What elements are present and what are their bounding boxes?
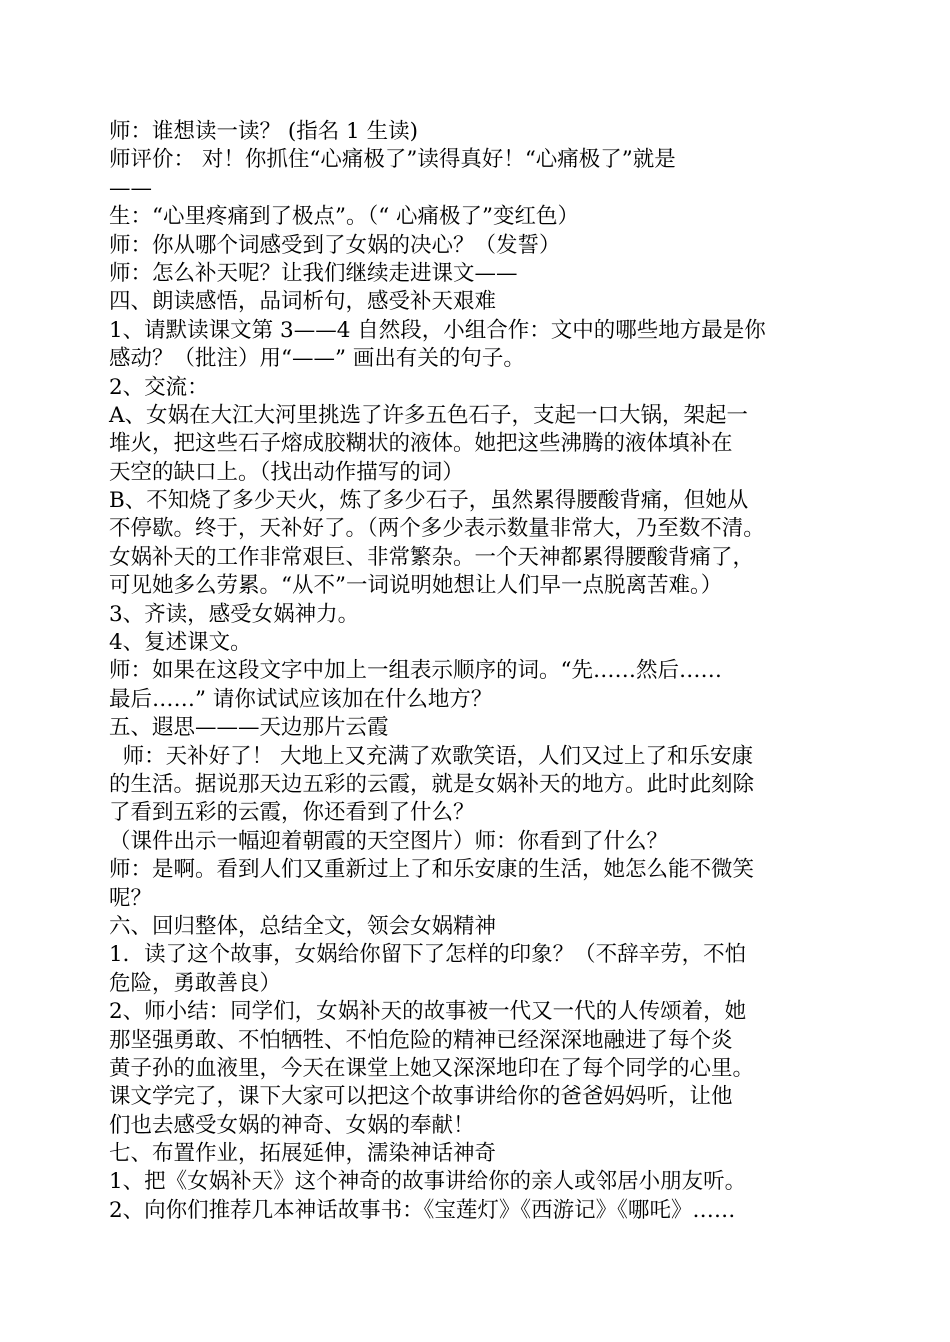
text-line: 师：怎么补天呢？让我们继续走进课文—— xyxy=(109,260,518,286)
section-heading: 四、朗读感悟，品词析句，感受补天艰难 xyxy=(109,289,497,315)
text-line: B、不知烧了多少天火，炼了多少石子，虽然累得腰酸背痛，但她从 xyxy=(109,488,749,514)
text-line: 那坚强勇敢、不怕牺牲、不怕危险的精神已经深深地融进了每个炎 xyxy=(109,1027,733,1053)
text-line: 可见她多么劳累。“从不”一词说明她想让人们早一点脱离苦难。） xyxy=(109,573,723,599)
section-heading: 六、回归整体，总结全文，领会女娲精神 xyxy=(109,913,497,939)
document-body xyxy=(109,118,844,1225)
text-line: 师：是啊。看到人们又重新过上了和乐安康的生活，她怎么能不微笑 xyxy=(109,857,755,883)
text-line: 2、师小结：同学们，女娲补天的故事被一代又一代的人传颂着，她 xyxy=(109,999,747,1025)
text-line: 师：天补好了！ 大地上又充满了欢歌笑语，人们又过上了和乐安康 xyxy=(109,743,754,769)
text-line: 2、交流： xyxy=(109,374,209,400)
text-line: 师：谁想读一读？ (指名 1 生读) xyxy=(109,119,418,144)
text-line: 生：“心里疼痛到了极点”。（“ 心痛极了”变红色） xyxy=(109,204,580,230)
text-line: 课文学完了，课下大家可以把这个故事讲给你的爸爸妈妈听，让他 xyxy=(109,1084,733,1110)
text-line: 感动？（批注）用“——” 画出有关的句子。 xyxy=(109,346,525,372)
section-heading: 七、布置作业，拓展延伸，濡染神话神奇 xyxy=(109,1141,497,1167)
text-line: 女娲补天的工作非常艰巨、非常繁杂。一个天神都累得腰酸背痛了， xyxy=(109,544,755,570)
text-line: 最后……” 请你试试应该加在什么地方？ xyxy=(109,686,493,712)
text-line: 1、把《女娲补天》这个神奇的故事讲给你的亲人或邻居小朋友听。 xyxy=(109,1169,747,1195)
text-line: 师评价： 对！你抓住“心痛极了”读得真好！“心痛极了”就是 xyxy=(109,147,676,173)
text-line: 不停歇。终于，天补好了。（两个多少表示数量非常大，乃至数不清。 xyxy=(109,516,765,542)
text-line: 1、请默读课文第 3——4 自然段，小组合作：文中的哪些地方最是你 xyxy=(109,317,766,343)
text-line: 1．读了这个故事，女娲给你留下了怎样的印象？（不辞辛劳，不怕 xyxy=(109,942,747,968)
text-line: 2、向你们推荐几本神话故事书：《宝莲灯》《西游记》《哪吒》…… xyxy=(109,1197,736,1223)
text-line: 的生活。据说那天边五彩的云霞，就是女娲补天的地方。此时此刻除 xyxy=(109,771,755,797)
section-heading: 五、遐思———天边那片云霞 xyxy=(109,715,389,741)
text-line: 4、复述课文。 xyxy=(109,630,252,656)
text-line: 危险，勇敢善良） xyxy=(109,970,282,996)
text-line: 呢？ xyxy=(109,885,153,911)
text-line: 师：你从哪个词感受到了女娲的决心？（发誓） xyxy=(109,232,561,258)
text-line: 了看到五彩的云霞，你还看到了什么？ xyxy=(109,800,475,826)
text-line: 黄子孙的血液里，今天在课堂上她又深深地印在了每个同学的心里。 xyxy=(109,1055,755,1081)
text-line: 3、齐读，感受女娲神力。 xyxy=(109,601,360,627)
text-line: （课件出示一幅迎着朝霞的天空图片）师：你看到了什么？ xyxy=(109,828,669,854)
text-line: 们也去感受女娲的神奇、女娲的奉献！ xyxy=(109,1112,475,1138)
text-line: 堆火，把这些石子熔成胶糊状的液体。她把这些沸腾的液体填补在 xyxy=(109,431,733,457)
text-line: —— xyxy=(109,175,152,201)
text-line: 天空的缺口上。（找出动作描写的词） xyxy=(109,459,464,485)
text-line: A、女娲在大江大河里挑选了许多五色石子，支起一口大锅，架起一 xyxy=(109,402,749,428)
text-line: 师：如果在这段文字中加上一组表示顺序的词。“先……然后…… xyxy=(109,658,722,684)
